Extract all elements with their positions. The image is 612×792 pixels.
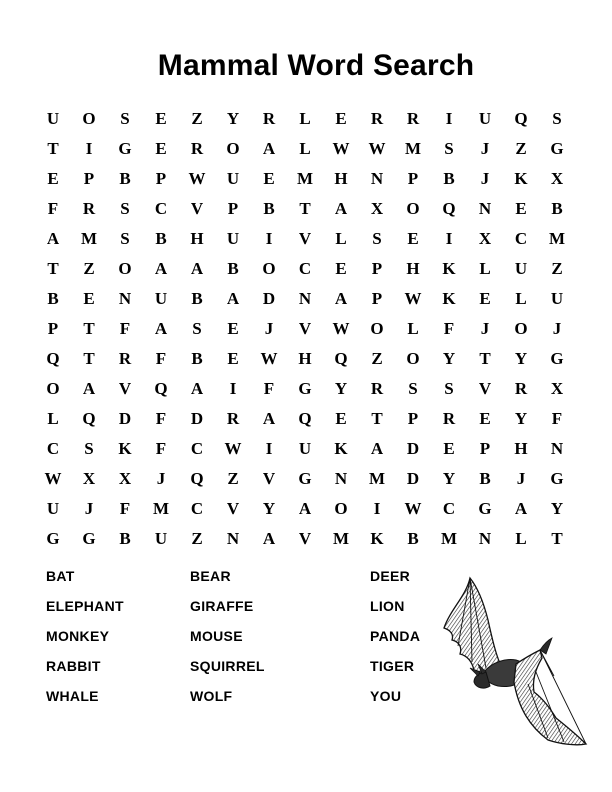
grid-letter: V [118,379,132,398]
word-list-item: WOLF [190,688,233,704]
grid-letter: G [550,349,564,368]
grid-letter: W [404,499,422,518]
grid-letter: W [332,319,350,338]
grid-letter: E [263,169,275,188]
grid-letter: N [478,529,492,548]
grid-letter: N [118,289,132,308]
grid-letter: O [406,349,420,368]
grid-letter: I [445,229,453,248]
grid-letter: A [262,529,276,548]
grid-letter: N [478,199,492,218]
grid-letter: O [118,259,132,278]
grid-letter: G [46,529,60,548]
grid-letter: A [334,289,348,308]
grid-letter: S [444,379,454,398]
grid-letter: K [442,259,456,278]
grid-letter: V [298,529,312,548]
grid-letter: E [335,109,347,128]
grid-letter: B [551,199,563,218]
grid-letter: P [371,259,383,278]
grid-letter: L [335,229,347,248]
grid-letter: H [514,439,528,458]
grid-letter: P [47,319,59,338]
grid-letter: E [515,199,527,218]
grid-letter: S [120,109,130,128]
grid-letter: H [406,259,420,278]
grid-letter: H [334,169,348,188]
grid-letter: O [406,199,420,218]
word-list-item: MONKEY [46,628,110,644]
grid-letter: L [299,139,311,158]
grid-letter: U [46,109,60,128]
grid-letter: T [83,349,95,368]
grid-letter: P [371,289,383,308]
grid-letter: M [80,229,98,248]
grid-letter: E [155,109,167,128]
grid-letter: X [370,199,384,218]
grid-letter: Z [371,349,383,368]
word-list-item: ELEPHANT [46,598,124,614]
grid-letter: A [154,319,168,338]
grid-letter: F [119,319,131,338]
grid-letter: O [262,259,276,278]
grid-letter: A [334,199,348,218]
grid-letter: R [406,109,420,128]
grid-letter: R [370,109,384,128]
grid-letter: B [47,289,59,308]
grid-letter: I [445,109,453,128]
grid-letter: T [371,409,383,428]
word-list-item: RABBIT [46,658,101,674]
grid-letter: R [190,139,204,158]
grid-letter: X [82,469,96,488]
grid-letter: K [118,439,132,458]
grid-letter: C [154,199,168,218]
grid-letter: L [515,529,527,548]
grid-letter: Y [334,379,348,398]
grid-letter: F [551,409,563,428]
grid-letter: V [298,319,312,338]
grid-letter: R [370,379,384,398]
word-list-item: BAT [46,568,75,584]
grid-letter: H [298,349,312,368]
grid-letter: O [514,319,528,338]
grid-letter: E [479,289,491,308]
grid-letter: I [85,139,93,158]
grid-letter: A [190,379,204,398]
grid-letter: Q [154,379,168,398]
grid-letter: F [155,349,167,368]
grid-letter: Y [514,409,528,428]
grid-letter: B [407,529,419,548]
grid-letter: P [407,169,419,188]
grid-letter: U [226,169,240,188]
word-list-item: YOU [370,688,402,704]
grid-letter: U [226,229,240,248]
grid-letter: U [550,289,564,308]
word-list-item: WHALE [46,688,99,704]
grid-letter: H [190,229,204,248]
grid-letter: A [370,439,384,458]
grid-letter: B [227,259,239,278]
grid-letter: J [480,139,490,158]
grid-letter: J [516,469,526,488]
grid-letter: E [155,139,167,158]
grid-letter: B [155,229,167,248]
grid-letter: D [118,409,132,428]
grid-letter: C [190,499,204,518]
grid-letter: R [442,409,456,428]
grid-letter: L [407,319,419,338]
grid-letter: J [264,319,274,338]
grid-letter: J [84,499,94,518]
grid-letter: W [224,439,242,458]
grid-letter: G [478,499,492,518]
grid-letter: W [188,169,206,188]
grid-letter: L [515,289,527,308]
word-list-item: LION [370,598,405,614]
grid-letter: I [373,499,381,518]
grid-letter: Y [226,109,240,128]
grid-letter: P [407,409,419,428]
grid-letter: Q [334,349,348,368]
grid-letter: B [119,529,131,548]
grid-letter: M [404,139,422,158]
grid-letter: F [263,379,275,398]
grid-letter: Y [442,469,456,488]
grid-letter: J [480,169,490,188]
grid-letter: J [156,469,166,488]
grid-letter: A [262,409,276,428]
grid-letter: S [120,229,130,248]
grid-letter: M [332,529,350,548]
grid-letter: A [226,289,240,308]
grid-letter: A [190,259,204,278]
grid-letter: E [335,409,347,428]
grid-letter: N [550,439,564,458]
word-list-item: PANDA [370,628,421,644]
grid-letter: N [226,529,240,548]
grid-letter: U [154,289,168,308]
grid-letter: A [514,499,528,518]
grid-letter: I [229,379,237,398]
grid-letter: B [119,169,131,188]
grid-letter: F [155,439,167,458]
grid-letter: Q [514,109,528,128]
grid-letter: S [120,199,130,218]
grid-letter: M [440,529,458,548]
word-list-item: DEER [370,568,411,584]
grid-letter: U [478,109,492,128]
grid-letter: B [479,469,491,488]
grid-letter: E [479,409,491,428]
grid-letter: S [444,139,454,158]
grid-letter: R [262,109,276,128]
grid-letter: V [226,499,240,518]
grid-letter: R [118,349,132,368]
grid-letter: M [548,229,566,248]
grid-letter: Z [83,259,95,278]
grid-letter: C [442,499,456,518]
grid-letter: K [334,439,348,458]
grid-letter: C [190,439,204,458]
grid-letter: R [514,379,528,398]
grid-letter: R [226,409,240,428]
grid-letter: Y [514,349,528,368]
grid-letter: P [155,169,167,188]
grid-letter: U [46,499,60,518]
grid-letter: N [298,289,312,308]
grid-letter: S [408,379,418,398]
grid-letter: G [82,529,96,548]
grid-letter: Z [191,529,203,548]
grid-letter: U [154,529,168,548]
grid-letter: E [443,439,455,458]
grid-letter: G [118,139,132,158]
grid-letter: M [152,499,170,518]
grid-letter: Y [262,499,276,518]
grid-letter: V [262,469,276,488]
grid-letter: F [47,199,59,218]
grid-letter: V [190,199,204,218]
grid-letter: Z [227,469,239,488]
grid-letter: W [368,139,386,158]
grid-letter: Q [442,199,456,218]
grid-letter: A [154,259,168,278]
grid-letter: D [190,409,204,428]
grid-letter: Q [298,409,312,428]
grid-letter: T [47,139,59,158]
grid-letter: O [82,109,96,128]
grid-letter: Z [515,139,527,158]
bat-icon [436,576,596,752]
grid-letter: T [551,529,563,548]
grid-letter: Y [550,499,564,518]
grid-letter: F [443,319,455,338]
grid-letter: W [260,349,278,368]
grid-letter: T [299,199,311,218]
grid-letter: X [550,379,564,398]
word-list-item: SQUIRREL [190,658,265,674]
grid-letter: O [226,139,240,158]
grid-letter: R [82,199,96,218]
grid-letter: P [227,199,239,218]
grid-letter: X [478,229,492,248]
grid-letter: U [514,259,528,278]
grid-letter: D [406,469,420,488]
grid-letter: O [46,379,60,398]
grid-letter: E [407,229,419,248]
grid-letter: Q [190,469,204,488]
word-list-item: GIRAFFE [190,598,254,614]
grid-letter: Q [82,409,96,428]
grid-letter: J [480,319,490,338]
grid-letter: U [298,439,312,458]
grid-letter: Z [191,109,203,128]
grid-letter: P [83,169,95,188]
grid-letter: C [298,259,312,278]
grid-letter: I [265,439,273,458]
grid-letter: Z [551,259,563,278]
grid-letter: S [84,439,94,458]
grid-letter: P [479,439,491,458]
grid-letter: X [550,169,564,188]
grid-letter: A [298,499,312,518]
grid-letter: E [227,349,239,368]
word-list-item: TIGER [370,658,415,674]
grid-letter: F [155,409,167,428]
grid-letter: M [368,469,386,488]
grid-letter: I [265,229,273,248]
grid-letter: O [370,319,384,338]
grid-letter: Y [442,349,456,368]
grid-letter: M [296,169,314,188]
grid-letter: B [263,199,275,218]
word-list-item: MOUSE [190,628,243,644]
grid-letter: W [404,289,422,308]
grid-letter: G [550,469,564,488]
grid-letter: B [191,349,203,368]
grid-letter: A [46,229,60,248]
grid-letter: L [479,259,491,278]
grid-letter: E [47,169,59,188]
grid-letter: S [192,319,202,338]
grid-letter: V [478,379,492,398]
grid-letter: W [44,469,62,488]
grid-letter: E [83,289,95,308]
grid-letter: T [479,349,491,368]
grid-letter: O [334,499,348,518]
grid-letter: N [370,169,384,188]
grid-letter: K [370,529,384,548]
grid-letter: G [298,379,312,398]
grid-letter: S [552,109,562,128]
word-list-item: BEAR [190,568,231,584]
grid-letter: G [298,469,312,488]
grid-letter: B [191,289,203,308]
grid-letter: E [227,319,239,338]
grid-letter: V [298,229,312,248]
grid-letter: D [262,289,276,308]
grid-letter: A [82,379,96,398]
grid-letter: T [83,319,95,338]
grid-letter: D [406,439,420,458]
grid-letter: F [119,499,131,518]
grid-letter: N [334,469,348,488]
grid-letter: J [552,319,562,338]
grid-letter: L [47,409,59,428]
grid-letter: K [514,169,528,188]
grid-letter: X [118,469,132,488]
grid-letter: S [372,229,382,248]
grid-letter: K [442,289,456,308]
grid-letter: A [262,139,276,158]
grid-letter: C [514,229,528,248]
grid-letter: T [47,259,59,278]
grid-letter: E [335,259,347,278]
grid-letter: B [443,169,455,188]
grid-letter: W [332,139,350,158]
grid-letter: L [299,109,311,128]
grid-letter: C [46,439,60,458]
page-title: Mammal Word Search [157,49,475,82]
grid-letter: Q [46,349,60,368]
grid-letter: G [550,139,564,158]
